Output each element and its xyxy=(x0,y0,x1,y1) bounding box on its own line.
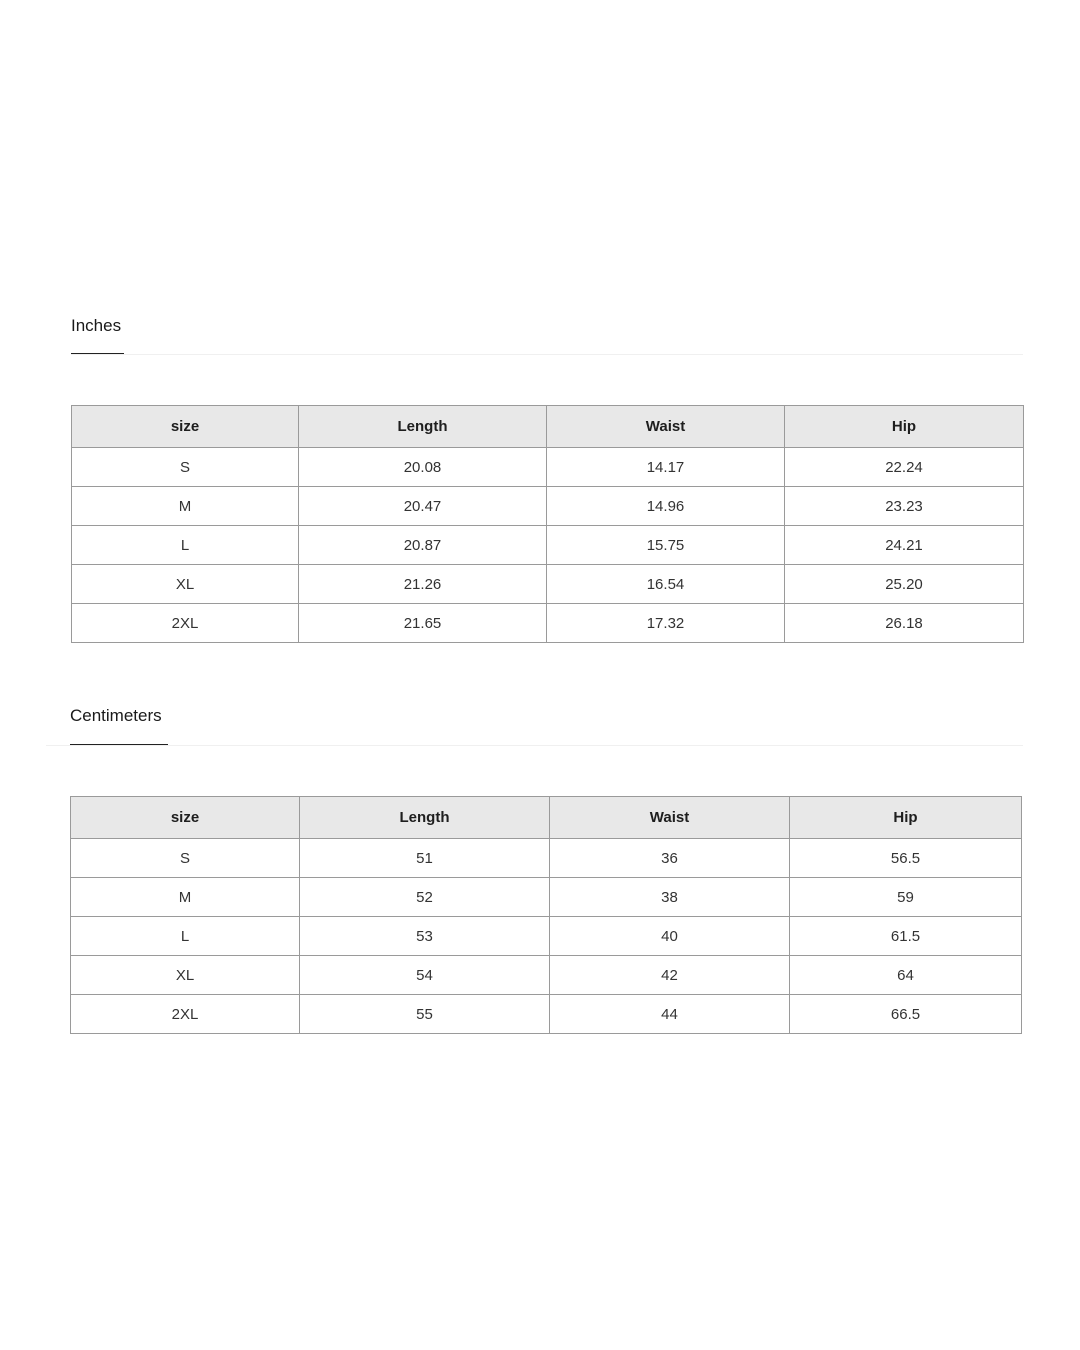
cell-length: 53 xyxy=(300,917,550,956)
column-header-size: size xyxy=(72,406,299,448)
cell-hip: 61.5 xyxy=(790,917,1022,956)
table-row xyxy=(71,839,1022,878)
table-row xyxy=(72,565,1024,604)
table-header-row xyxy=(72,406,1024,448)
table-row xyxy=(72,526,1024,565)
size-table-inches xyxy=(71,405,1024,643)
column-header-length: Length xyxy=(299,406,547,448)
table-row xyxy=(72,448,1024,487)
column-header-size: size xyxy=(71,797,300,839)
cell-length: 52 xyxy=(300,878,550,917)
cell-hip: 56.5 xyxy=(790,839,1022,878)
cell-length: 54 xyxy=(300,956,550,995)
tab-divider-centimeters xyxy=(46,745,1023,746)
cell-hip: 25.20 xyxy=(785,565,1024,604)
cell-size: XL xyxy=(72,565,299,604)
cell-size: L xyxy=(72,526,299,565)
cell-hip: 59 xyxy=(790,878,1022,917)
column-header-waist: Waist xyxy=(547,406,785,448)
cell-waist: 14.96 xyxy=(547,487,785,526)
cell-size: M xyxy=(72,487,299,526)
cell-waist: 38 xyxy=(550,878,790,917)
table-row xyxy=(72,604,1024,643)
cell-length: 21.26 xyxy=(299,565,547,604)
cell-waist: 42 xyxy=(550,956,790,995)
table-row xyxy=(71,956,1022,995)
cell-length: 20.08 xyxy=(299,448,547,487)
cell-waist: 17.32 xyxy=(547,604,785,643)
cell-waist: 14.17 xyxy=(547,448,785,487)
cell-length: 20.47 xyxy=(299,487,547,526)
cell-hip: 66.5 xyxy=(790,995,1022,1034)
tab-divider-inches xyxy=(71,354,1023,355)
cell-size: S xyxy=(72,448,299,487)
size-table-centimeters xyxy=(70,796,1022,1034)
column-header-hip: Hip xyxy=(790,797,1022,839)
table-row xyxy=(72,487,1024,526)
table-row xyxy=(71,878,1022,917)
table-row xyxy=(71,995,1022,1034)
cell-hip: 26.18 xyxy=(785,604,1024,643)
cell-length: 55 xyxy=(300,995,550,1034)
cell-length: 21.65 xyxy=(299,604,547,643)
cell-hip: 23.23 xyxy=(785,487,1024,526)
cell-waist: 44 xyxy=(550,995,790,1034)
cell-hip: 22.24 xyxy=(785,448,1024,487)
cell-length: 20.87 xyxy=(299,526,547,565)
cell-size: 2XL xyxy=(71,995,300,1034)
table-header-row xyxy=(71,797,1022,839)
cell-size: 2XL xyxy=(72,604,299,643)
tab-inches[interactable]: Inches xyxy=(71,316,122,335)
column-header-length: Length xyxy=(300,797,550,839)
cell-size: L xyxy=(71,917,300,956)
cell-size: XL xyxy=(71,956,300,995)
cell-waist: 40 xyxy=(550,917,790,956)
cell-length: 51 xyxy=(300,839,550,878)
tab-centimeters[interactable]: Centimeters xyxy=(70,706,162,725)
cell-size: M xyxy=(71,878,300,917)
cell-waist: 36 xyxy=(550,839,790,878)
column-header-hip: Hip xyxy=(785,406,1024,448)
cell-hip: 64 xyxy=(790,956,1022,995)
cell-hip: 24.21 xyxy=(785,526,1024,565)
cell-size: S xyxy=(71,839,300,878)
cell-waist: 15.75 xyxy=(547,526,785,565)
table-row xyxy=(71,917,1022,956)
cell-waist: 16.54 xyxy=(547,565,785,604)
column-header-waist: Waist xyxy=(550,797,790,839)
